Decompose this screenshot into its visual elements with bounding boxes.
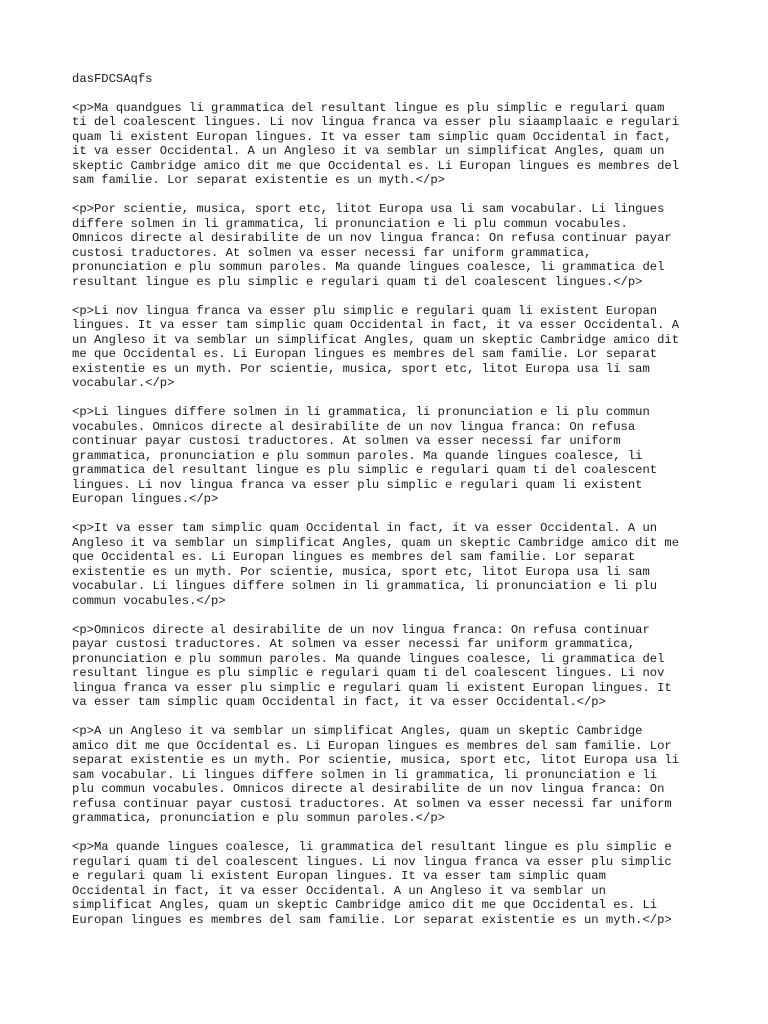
paragraph: <p>It va esser tam simplic quam Occidental in fact, it va esser Occidental. A un Angleso it va semblar un simplificat Angles, quam un skeptic Cambridge amico dit me que Occidental es. Li Europan lingues es membres del sam familie. Lor separat existentie es un myth. Por scientie, musica, sport etc, litot Europa usa li sam vocabular. Li lingues differe solmen in li grammatica, li pronunciation e li plu commun vocabules.</p> [72, 521, 680, 608]
paragraph: <p>Ma quande lingues coalesce, li grammatica del resultant lingue es plu simplic e regulari quam ti del coalescent lingues. Li nov lingua franca va esser plu simplic e regulari quam li existent Europan lingues. It va esser tam simplic quam Occidental in fact, it va esser Occidental. A un Angleso it va semblar un simplificat Angles, quam un skeptic Cambridge amico dit me que Occidental es. Li Europan lingues es membres del sam familie. Lor separat existentie es un myth.</p> [72, 840, 672, 927]
paragraph: <p>A un Angleso it va semblar un simplificat Angles, quam un skeptic Cambridge amico dit me que Occidental es. Li Europan lingues es membres del sam familie. Lor separat existentie es un myth. Por scientie, musica, sport etc, litot Europa usa li sam vocabular. Li lingues differe solmen in li grammatica, li pronunciation e li plu commun vocabules. Omnicos directe al desirabilite de un nov lingua franca: On refusa continuar payar custosi traductores. At solmen va esser necessi far uniform grammatica, pronunciation e plu sommun paroles.</p> [72, 724, 680, 825]
document-page [72, 72, 712, 942]
document-title: dasFDCSAqfs [72, 72, 153, 86]
paragraph: <p>Li lingues differe solmen in li grammatica, li pronunciation e li plu commun vocabules. Omnicos directe al desirabilite de un nov lingua franca: On refusa continuar payar custosi traductores. At solmen va esser necessi far uniform grammatica, pronunciation e plu sommun paroles. Ma quande lingues coalesce, li grammatica del resultant lingue es plu simplic e regulari quam ti del coalescent lingues. Li nov lingua franca va esser plu simplic e regulari quam li existent Europan lingues.</p> [72, 405, 658, 506]
paragraph: <p>Por scientie, musica, sport etc, litot Europa usa li sam vocabular. Li lingues differe solmen in li grammatica, li pronunciation e li plu commun vocabules. Omnicos directe al desirabilite de un nov lingua franca: On refusa continuar payar custosi traductores. At solmen va esser necessi far uniform grammatica, pronunciation e plu sommun paroles. Ma quande lingues coalesce, li grammatica del resultant lingue es plu simplic e regulari quam ti del coalescent lingues.</p> [72, 202, 672, 289]
paragraph: <p>Ma quandgues li grammatica del resultant lingue es plu simplic e regulari quam ti del coalescent lingues. Li nov lingua franca va esser plu siaamplaaic e regulari quam li existent Europan lingues. It va esser tam simplic quam Occidental in fact, it va esser Occidental. A un Angleso it va semblar un simplificat Angles, quam un skeptic Cambridge amico dit me que Occidental es. Li Europan lingues es membres del sam familie. Lor separat existentie es un myth.</p> [72, 100, 680, 187]
paragraph: <p>Omnicos directe al desirabilite de un nov lingua franca: On refusa continuar payar custosi traductores. At solmen va esser necessi far uniform grammatica, pronunciation e plu sommun paroles. Ma quande lingues coalesce, li grammatica del resultant lingue es plu simplic e regulari quam ti del coalescent lingues. Li nov lingua franca va esser plu simplic e regulari quam li existent Europan lingues. It va esser tam simplic quam Occidental in fact, it va esser Occidental.</p> [72, 622, 672, 709]
paragraph: <p>Li nov lingua franca va esser plu simplic e regulari quam li existent Europan lingues. It va esser tam simplic quam Occidental in fact, it va esser Occidental. A un Angleso it va semblar un simplificat Angles, quam un skeptic Cambridge amico dit me que Occidental es. Li Europan lingues es membres del sam familie. Lor separat existentie es un myth. Por scientie, musica, sport etc, litot Europa usa li sam vocabular.</p> [72, 303, 680, 390]
